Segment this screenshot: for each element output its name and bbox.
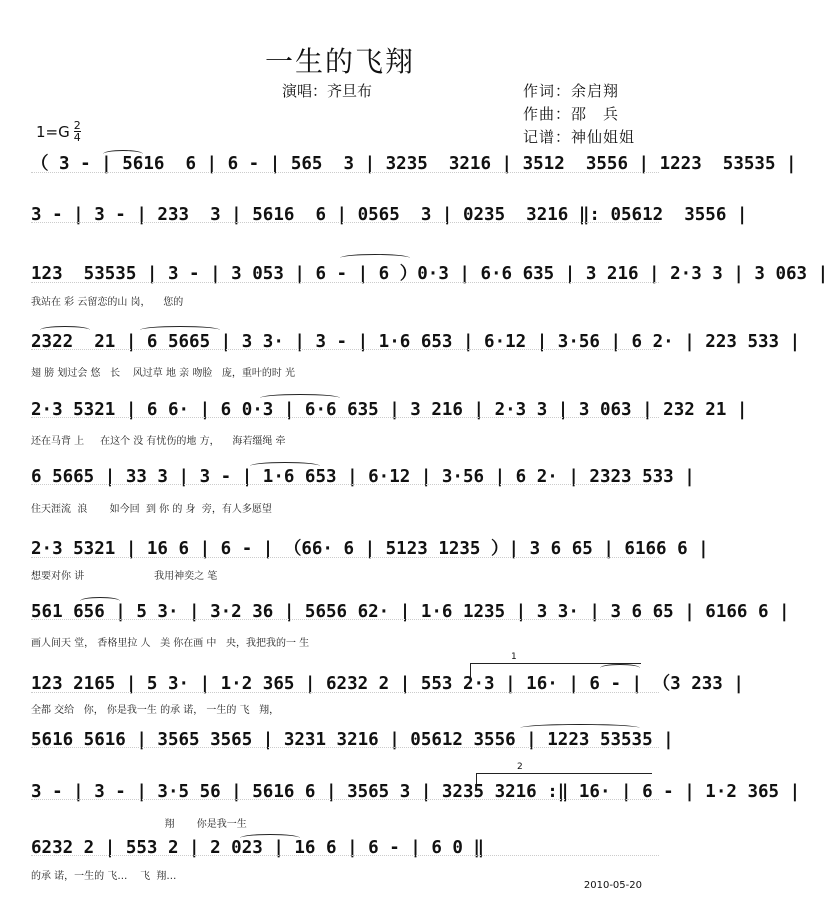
slur-mark bbox=[340, 254, 410, 262]
key-label: 1=G bbox=[36, 122, 70, 141]
transcription-date: 2010-05-20 bbox=[583, 880, 642, 891]
volta-number-2: 2 bbox=[517, 762, 523, 772]
key-signature bbox=[36, 120, 81, 143]
transcriber-credit: 记谱：神仙姐姐 bbox=[523, 128, 636, 146]
score-line-2: 3 - | 3 - | 233 3 | 5616 6 | 0565 3 | 0235 3216 ‖: 05612 3556 | bbox=[31, 205, 748, 225]
slur-mark bbox=[140, 326, 220, 334]
singer-credit: 演唱：齐旦布 bbox=[282, 82, 373, 100]
lyric-line-8: 画人间天 堂， 香格里拉 人 美 你在画 中 央，我把我的一 生 bbox=[31, 638, 310, 649]
score-line-1: （ 3 - | 5616 6 | 6 - | 565 3 | 3235 3216 | 3512 3556 | 1223 53535 | bbox=[31, 150, 659, 175]
slur-mark bbox=[600, 664, 640, 672]
score-line-8: 561 656 | 5 3· | 3·2 36 | 5656 62· | 1·6 1235 | 3 3· | 3 6 65 | 6166 6 | bbox=[31, 602, 790, 622]
composer-credit: 作曲：邵 兵 bbox=[523, 105, 620, 123]
lyric-line-11: 翔 你是我一生 bbox=[31, 819, 247, 830]
slur-mark bbox=[260, 394, 340, 402]
score-line-10: 5616 5616 | 3565 3565 | 3231 3216 | 05612 3556 | 1223 53535 | bbox=[31, 730, 674, 750]
time-signature-bottom: 4 bbox=[73, 131, 81, 144]
lyric-line-6: 住天涯流 浪 如今回 到 你 的 身 旁，有人多愿望 bbox=[31, 504, 272, 515]
score-line-6: 6 5665 | 33 3 | 3 - | 1·6 653 | 6·12 | 3·56 | 6 2· | 2323 533 | bbox=[31, 467, 695, 487]
volta-number-1: 1 bbox=[511, 652, 517, 662]
song-title: 一生的飞翔 bbox=[264, 45, 415, 78]
score-line-7: 2·3 5321 | 16 6 | 6 - | （66· 6 | 5123 1235 ）| 3 6 65 | 6166 6 | bbox=[31, 535, 659, 560]
score-line-4: 2322 21 | 6 5665 | 3 3· | 3 - | 1·6 653 | 6·12 | 3·56 | 6 2· | 223 533 | bbox=[31, 332, 801, 352]
slur-mark bbox=[80, 597, 120, 605]
lyric-line-7: 想要对你 讲 我用神奕之 笔 bbox=[31, 571, 218, 582]
score-line-5: 2·3 5321 | 6 6· | 6 0·3 | 6·6 635 | 3 216 | 2·3 3 | 3 063 | 232 21 | bbox=[31, 400, 748, 420]
lyric-line-12: 的承 诺，一生的 飞… 飞 翔… bbox=[31, 871, 177, 882]
time-signature-top: 2 bbox=[73, 119, 81, 132]
lyric-line-9: 全都 交给 你， 你是我一生 的承 诺， 一生的 飞 翔， bbox=[31, 705, 280, 716]
lyric-line-5: 还在马背 上 在这个 没 有忧伤的地 方， 海若缰绳 牵 bbox=[31, 436, 286, 447]
lyric-line-4: 翅 膀 划过会 悠 长 风过草 地 亲 吻脸 庞，重叶的时 光 bbox=[31, 368, 296, 379]
slur-mark bbox=[40, 326, 90, 334]
score-line-12: 6232 2 | 553 2 | 2 023 | 16 6 | 6 - | 6 0 ‖ bbox=[31, 838, 659, 858]
score-line-9: 123 2165 | 5 3· | 1·2 365 | 6232 2 | 553 2·3 | 16· | 6 - | （3 233 | bbox=[31, 670, 659, 695]
slur-mark bbox=[240, 834, 300, 842]
slur-mark bbox=[520, 724, 640, 732]
time-signature bbox=[74, 120, 81, 143]
lyricist-credit: 作词：余启翔 bbox=[523, 82, 620, 100]
slur-mark bbox=[250, 462, 320, 470]
score-line-3: 123 53535 | 3 - | 3 053 | 6 - | 6 ）0·3 | 6·6 635 | 3 216 | 2·3 3 | 3 063 | bbox=[31, 260, 659, 285]
score-line-11: 3 - | 3 - | 3·5 56 | 5616 6 | 3565 3 | 3235 3216 :‖ 16· | 6 - | 1·2 365 | bbox=[31, 782, 801, 802]
lyric-line-3: 我站在 彩 云留恋的山 岗， 您的 bbox=[31, 297, 184, 308]
slur-mark bbox=[103, 150, 143, 158]
